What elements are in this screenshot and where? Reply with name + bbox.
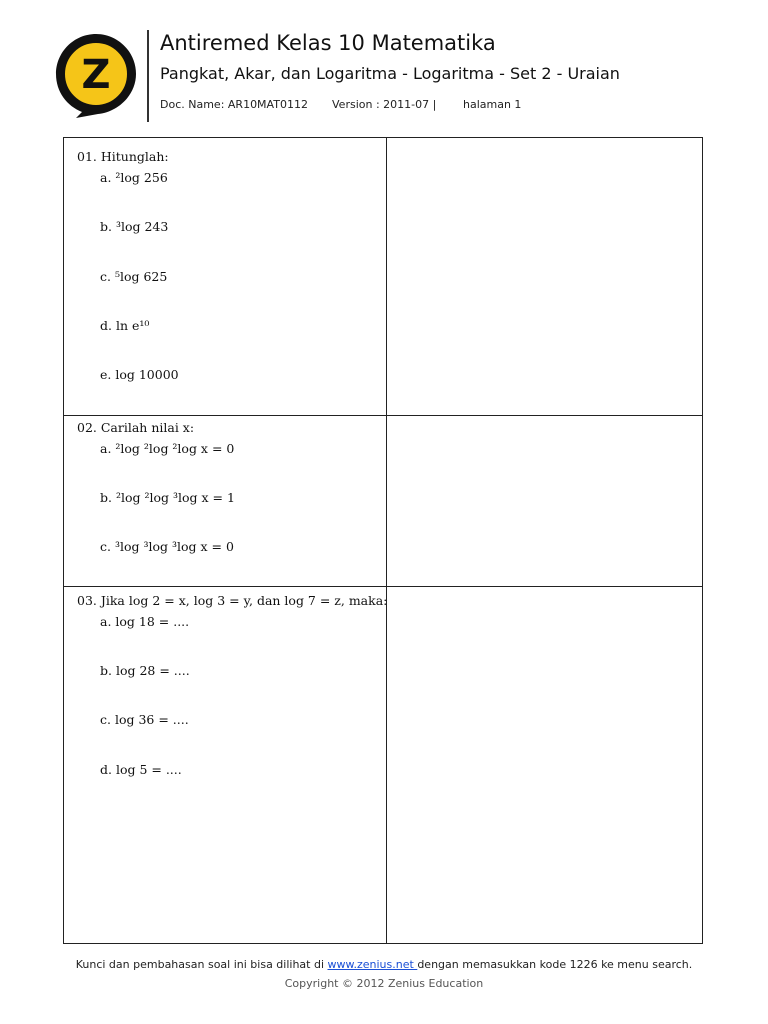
question-table: [63, 137, 703, 944]
question-2-option-a: a. ²log ²log ²log x = 0: [100, 441, 235, 456]
document-subtitle: Pangkat, Akar, dan Logaritma - Logaritma - Set 2 - Uraian: [160, 64, 620, 83]
row-divider: [64, 586, 702, 587]
question-2-option-b: b. ²log ²log ³log x = 1: [100, 490, 235, 505]
question-3-option-c: c. log 36 = ....: [100, 712, 189, 727]
footer-text-after: dengan memasukkan kode 1226 ke menu search.: [417, 958, 693, 971]
header-divider: [147, 30, 149, 122]
question-3-option-d: d. log 5 = ....: [100, 762, 182, 777]
logo-letter: Z: [81, 52, 111, 98]
question-2-option-c: c. ³log ³log ³log x = 0: [100, 539, 234, 554]
footer-text-before: Kunci dan pembahasan soal ini bisa dilihat di: [75, 958, 328, 971]
row-divider: [64, 415, 702, 416]
zenius-link[interactable]: www.zenius.net: [327, 958, 418, 971]
page-number: halaman 1: [463, 98, 522, 111]
column-divider: [386, 138, 387, 943]
question-3-stem: 03. Jika log 2 = x, log 3 = y, dan log 7 = z, maka:: [77, 593, 388, 608]
document-title: Antiremed Kelas 10 Matematika: [160, 31, 496, 55]
question-3-option-b: b. log 28 = ....: [100, 663, 190, 678]
doc-version: Version : 2011-07 |: [332, 98, 437, 111]
question-2-stem: 02. Carilah nilai x:: [77, 420, 195, 435]
footer-note: [0, 958, 768, 971]
question-3-option-a: a. log 18 = ....: [100, 614, 190, 629]
copyright: Copyright © 2012 Zenius Education: [284, 977, 484, 990]
question-1-option-b: b. ³log 243: [100, 219, 169, 234]
doc-name: Doc. Name: AR10MAT0112: [160, 98, 308, 111]
question-1-option-e: e. log 10000: [100, 367, 179, 382]
question-1-stem: 01. Hitunglah:: [77, 149, 169, 164]
zenius-logo: [54, 32, 138, 118]
question-1-option-c: c. ⁵log 625: [100, 269, 168, 284]
question-1-option-a: a. ²log 256: [100, 170, 168, 185]
question-1-option-d: d. ln e¹⁰: [100, 318, 150, 333]
